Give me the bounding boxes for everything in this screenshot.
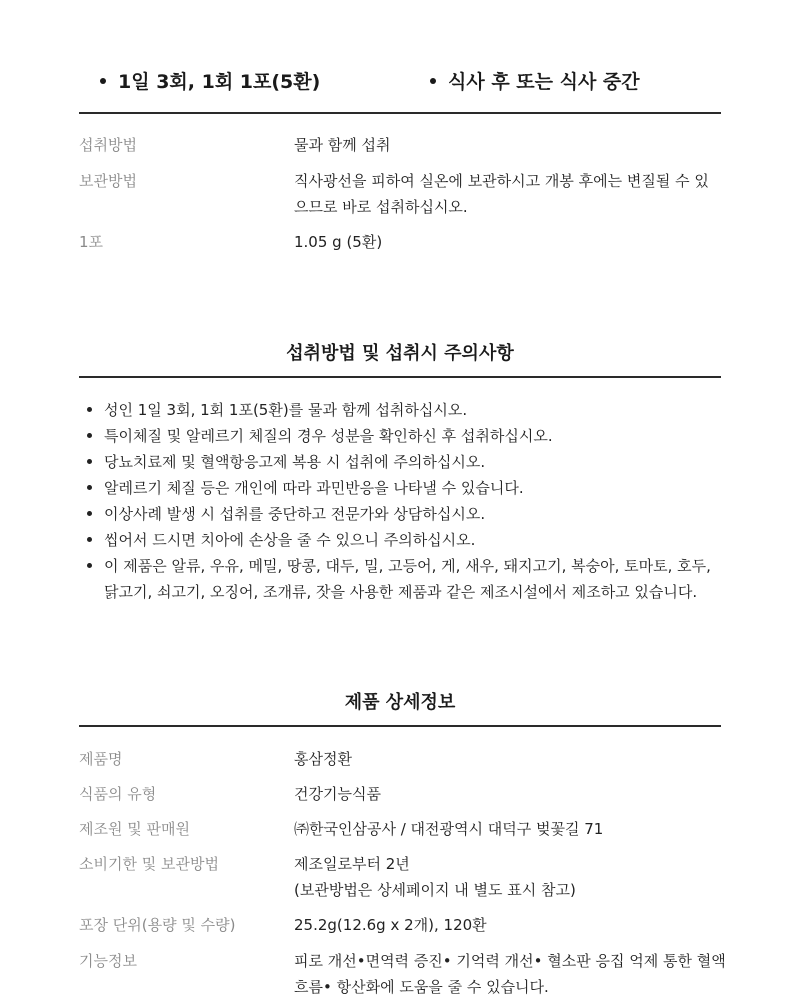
product-detail-value [294, 816, 724, 842]
caution-item [79, 527, 721, 553]
caution-line: 알레르기 체질 등은 개인에 따라 과민반응을 나타낼 수 있습니다. [104, 479, 524, 497]
bullet-icon [87, 511, 92, 516]
bullet-icon [87, 537, 92, 542]
intake-info-label: 보관방법 [79, 172, 137, 190]
caution-item [79, 423, 721, 449]
product-detail-value [294, 948, 724, 1000]
value-line: 25.2g(12.6g x 2개), 120환 [294, 916, 487, 934]
bullet-icon [87, 459, 92, 464]
dosage-timing [430, 64, 640, 100]
intake-info-value [294, 132, 724, 158]
bullet-icon [100, 78, 106, 84]
caution-item [79, 553, 721, 605]
intake-info-value [294, 229, 724, 255]
product-detail-label: 소비기한 및 보관방법 [79, 855, 219, 873]
product-detail-value [294, 746, 724, 772]
product-detail-label: 기능정보 [79, 952, 137, 970]
intake-info-label: 섭취방법 [79, 136, 137, 154]
caution-item [79, 501, 721, 527]
dosage-amount [100, 64, 320, 100]
intake-info-value [294, 168, 724, 220]
value-line: 으므로 바로 섭취하십시오. [294, 198, 468, 216]
dosage-timing-text: 식사 후 또는 식사 중간 [448, 71, 640, 93]
value-line: ㈜한국인삼공사 / 대전광역시 대덕구 벚꽃길 71 [294, 820, 604, 838]
product-detail-label: 포장 단위(용량 및 수량) [79, 916, 236, 934]
intake-info-label: 1포 [79, 233, 104, 251]
product-detail-label: 제품명 [79, 750, 123, 768]
caution-line: 성인 1일 3회, 1회 1포(5환)를 물과 함께 섭취하십시오. [104, 401, 468, 419]
value-line: 물과 함께 섭취 [294, 136, 391, 154]
divider [79, 112, 721, 114]
product-detail-value [294, 781, 724, 807]
caution-title: 섭취방법 및 섭취시 주의사항 [286, 343, 514, 364]
product-detail-label: 제조원 및 판매원 [79, 820, 190, 838]
dosage-amount-text: 1일 3회, 1회 1포(5환) [118, 71, 321, 93]
product-detail-title: 제품 상세정보 [344, 692, 456, 713]
bullet-icon [430, 78, 436, 84]
value-line: 직사광선을 피하여 실온에 보관하시고 개봉 후에는 변질될 수 있 [294, 172, 709, 190]
product-detail-value [294, 851, 724, 903]
caution-line: 당뇨치료제 및 혈액항응고제 복용 시 섭취에 주의하십시오. [104, 453, 486, 471]
value-line: 홍삼정환 [294, 750, 352, 768]
caution-line: 이상사례 발생 시 섭취를 중단하고 전문가와 상담하십시오. [104, 505, 486, 523]
caution-item [79, 449, 721, 475]
value-line: 1.05 g (5환) [294, 233, 383, 251]
product-detail-value [294, 912, 724, 938]
value-line: 흐름• 항산화에 도움을 줄 수 있습니다. [294, 978, 549, 996]
caution-item [79, 397, 721, 423]
caution-line: 특이체질 및 알레르기 체질의 경우 성분을 확인하신 후 섭취하십시오. [104, 427, 553, 445]
divider [79, 725, 721, 727]
caution-line: 이 제품은 알류, 우유, 메밀, 땅콩, 대두, 밀, 고등어, 게, 새우, 돼지고기, 복숭아, 토마토, 호두, [104, 557, 711, 575]
value-line: (보관방법은 상세페이지 내 별도 표시 참고) [294, 881, 576, 899]
bullet-icon [87, 485, 92, 490]
bullet-icon [87, 433, 92, 438]
divider [79, 376, 721, 378]
caution-item [79, 475, 721, 501]
caution-list [79, 397, 721, 605]
bullet-icon [87, 407, 92, 412]
caution-line: 씹어서 드시면 치아에 손상을 줄 수 있으니 주의하십시오. [104, 531, 476, 549]
bullet-icon [87, 563, 92, 568]
value-line: 제조일로부터 2년 [294, 855, 410, 873]
value-line: 건강기능식품 [294, 785, 381, 803]
caution-line: 닭고기, 쇠고기, 오징어, 조개류, 잣을 사용한 제품과 같은 제조시설에서 제조하고 있습니다. [104, 583, 698, 601]
value-line: 피로 개선•면역력 증진• 기억력 개선• 혈소판 응집 억제 통한 혈액 [294, 952, 726, 970]
dosage-summary [79, 64, 721, 100]
product-detail-label: 식품의 유형 [79, 785, 157, 803]
